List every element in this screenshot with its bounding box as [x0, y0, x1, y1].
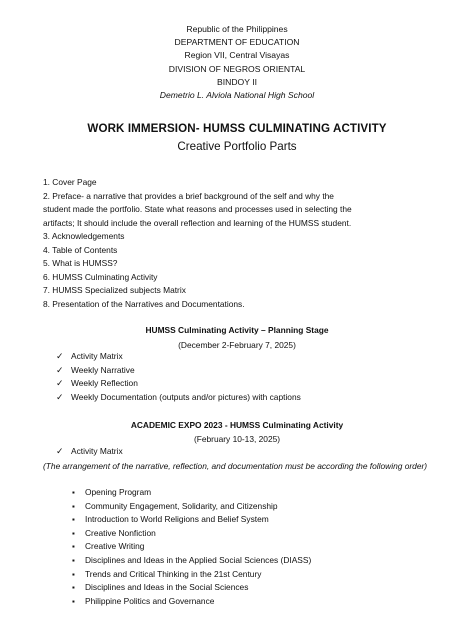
checkmark-icon: ✓ — [56, 392, 64, 403]
square-bullet-icon: ▪ — [72, 528, 75, 538]
portfolio-parts-list — [43, 176, 363, 311]
checklist-item-label: Activity Matrix — [71, 351, 123, 361]
planning-stage-date: (December 2-February 7, 2025) — [178, 340, 296, 350]
document-title: WORK IMMERSION- HUMSS CULMINATING ACTIVITY — [87, 122, 387, 135]
activity-order-list — [72, 486, 311, 608]
list-item — [72, 581, 311, 595]
square-bullet-icon: ▪ — [72, 488, 75, 497]
list-item-label: Creative Writing — [85, 541, 145, 552]
square-bullet-icon: ▪ — [72, 542, 75, 552]
expo-title: ACADEMIC EXPO 2023 - HUMSS Culminating Activity — [130, 420, 344, 430]
document-subtitle: Creative Portfolio Parts — [177, 140, 297, 153]
checkmark-icon: ✓ — [56, 378, 64, 389]
square-bullet-icon: ▪ — [72, 555, 75, 565]
arrangement-note: (The arrangement of the narrative, reflection, and documentation must be according the following order) — [43, 461, 428, 471]
checklist-item-label: Weekly Narrative — [71, 364, 135, 375]
list-item-label: Creative Nonfiction — [85, 527, 156, 538]
list-item — [72, 540, 311, 554]
header-school: Demetrio L. Alviola National High School — [159, 90, 315, 101]
expo-date: (February 10-13, 2025) — [193, 434, 281, 444]
checkmark-icon: ✓ — [56, 351, 64, 361]
header-republic: Republic of the Philippines — [186, 24, 288, 34]
list-item-label: Trends and Critical Thinking in the 21st Century — [85, 568, 262, 579]
list-item: 5. What is HUMSS? — [43, 258, 118, 268]
header-department: DEPARTMENT OF EDUCATION — [174, 37, 300, 48]
square-bullet-icon: ▪ — [72, 515, 75, 525]
list-item — [72, 486, 311, 500]
expo-checklist — [56, 445, 123, 459]
checklist-item-label: Weekly Reflection — [71, 378, 138, 389]
list-item — [72, 554, 311, 568]
checklist-item — [56, 391, 301, 405]
checklist-item — [56, 350, 301, 364]
checklist-item-label: Activity Matrix — [71, 446, 123, 456]
list-item — [72, 595, 311, 609]
checklist-item — [56, 377, 301, 391]
square-bullet-icon: ▪ — [72, 501, 75, 511]
list-item-label: Disciplines and Ideas in the Applied Social Sciences (DIASS) — [85, 554, 312, 565]
checkmark-icon: ✓ — [56, 364, 64, 375]
header-district: BINDOY II — [217, 76, 257, 87]
checkmark-icon: ✓ — [56, 446, 64, 456]
list-item: 4. Table of Contents — [43, 244, 118, 255]
planning-stage-title: HUMSS Culminating Activity – Planning Stage — [145, 325, 329, 335]
list-item: 8. Presentation of the Narratives and Documentations. — [43, 298, 245, 309]
list-item: 2. Preface- a narrative that provides a brief background of the self and why the student made the portfolio. State what reasons and processes used in selecting the artifacts; It should include the overall reflection and learning of the HUMSS student. — [43, 190, 352, 228]
square-bullet-icon: ▪ — [72, 569, 75, 579]
list-item-label: Philippine Politics and Governance — [85, 595, 215, 606]
square-bullet-icon: ▪ — [72, 596, 75, 606]
header-region: Region VII, Central Visayas — [184, 50, 290, 61]
list-item — [72, 527, 311, 541]
square-bullet-icon: ▪ — [72, 583, 75, 593]
list-item-label: Community Engagement, Solidarity, and Citizenship — [85, 500, 278, 511]
checklist-item — [56, 445, 123, 459]
list-item-label: Disciplines and Ideas in the Social Sciences — [85, 582, 249, 593]
list-item — [72, 568, 311, 582]
list-item-label: Opening Program — [85, 487, 152, 497]
list-item — [72, 500, 311, 514]
list-item: 6. HUMSS Culminating Activity — [43, 271, 158, 282]
list-item — [72, 513, 311, 527]
letterhead — [0, 23, 474, 102]
list-item: 7. HUMSS Specialized subjects Matrix — [43, 285, 186, 295]
list-item: 3. Acknowledgements — [43, 231, 125, 241]
list-item: 1. Cover Page — [43, 177, 97, 187]
list-item-label: Introduction to World Religions and Belief System — [85, 514, 269, 525]
checklist-item-label: Weekly Documentation (outputs and/or pictures) with captions — [71, 392, 301, 403]
header-division: DIVISION OF NEGROS ORIENTAL — [168, 63, 306, 74]
planning-checklist — [56, 350, 301, 405]
checklist-item — [56, 364, 301, 378]
